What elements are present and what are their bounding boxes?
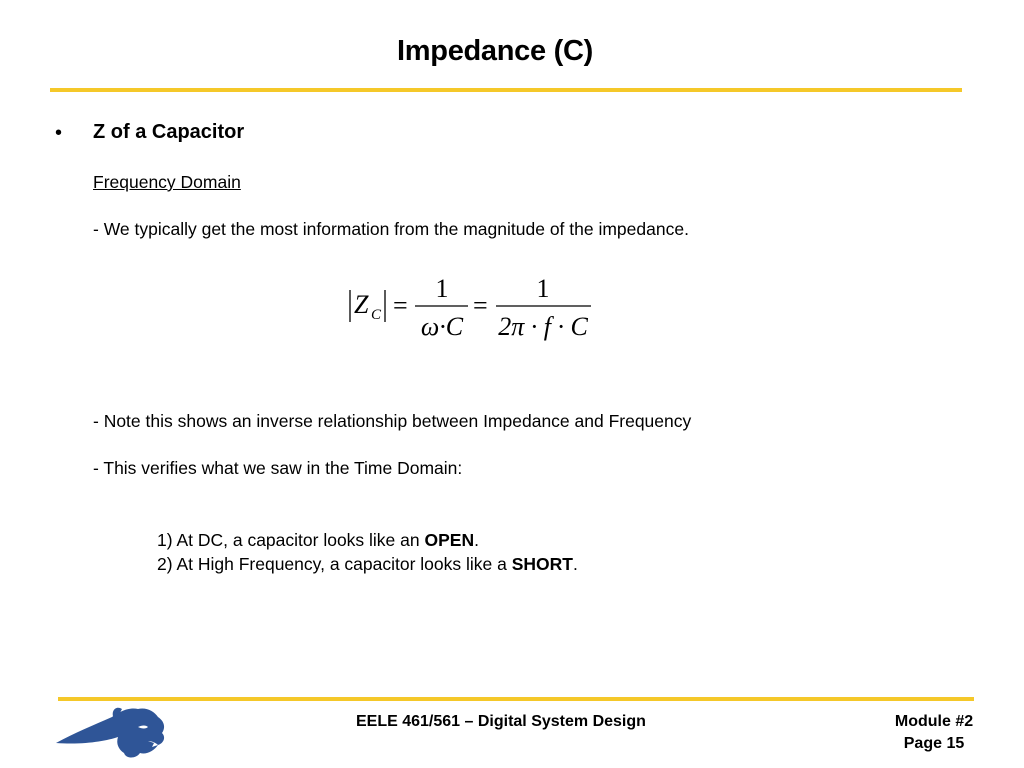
slide-title: Impedance (C) [397,35,593,67]
impedance-equation [343,270,603,350]
list-item-emphasis: SHORT [511,554,573,574]
lhs-subscript: C [371,307,382,323]
course-title: EELE 461/561 – Digital System Design [356,713,646,730]
subheading: Frequency Domain [93,172,241,192]
equals-1: = [393,291,408,320]
numerator-2: 1 [536,274,550,303]
list-item-suffix: . [474,530,479,550]
list-item [157,530,479,551]
page-info [880,711,988,755]
lhs-symbol: Z [354,290,369,319]
module-label: Module #2 [894,713,974,730]
footer-divider [58,697,974,701]
denominator-2: 2π · f · C [498,312,588,341]
list-item-suffix: . [572,554,578,574]
bullet-marker: • [55,122,63,144]
denominator-1: ω·C [420,312,464,341]
numerator-1: 1 [435,274,449,303]
list-item-text: 2) At High Frequency, a capacitor looks like a [157,554,512,574]
equals-2: = [473,291,488,320]
bobcat-logo [54,703,170,761]
body-line-3: - This verifies what we saw in the Time Domain: [93,458,463,478]
list-item-text: 1) At DC, a capacitor looks like an [157,530,425,550]
list-item [157,554,578,575]
body-line-1: - We typically get the most information from the magnitude of the impedance. [93,219,689,239]
list-item-emphasis: OPEN [424,530,475,550]
section-heading: Z of a Capacitor [93,121,245,143]
title-divider [50,88,962,92]
page-number: Page 15 [903,735,965,752]
body-line-2: - Note this shows an inverse relationship between Impedance and Frequency [93,411,692,431]
